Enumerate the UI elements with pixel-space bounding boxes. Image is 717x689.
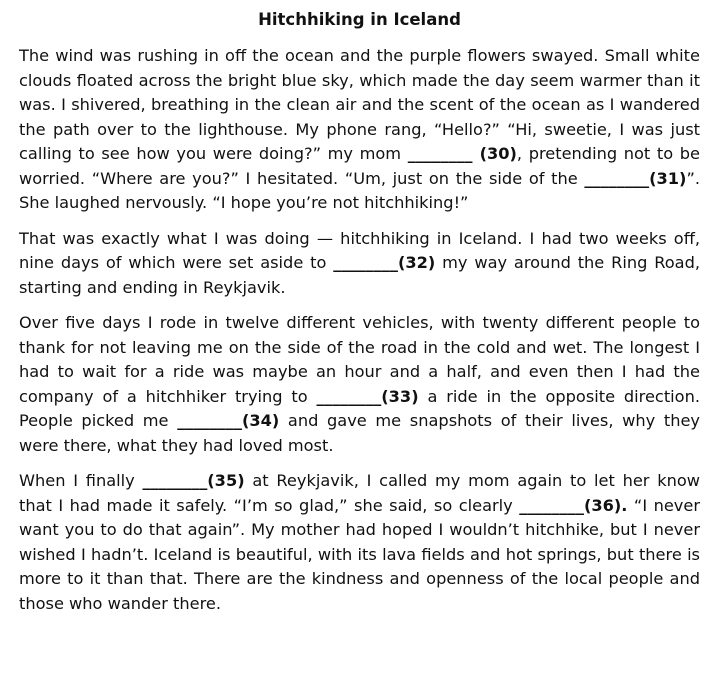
answer-blank: ________: [584, 168, 650, 188]
paragraph-text: at Reykjavik, I called my mom again to let her know that I had made it safely. “I’m so glad,” she said, so clearly: [19, 471, 700, 515]
paragraph-text: When I finally: [19, 471, 143, 490]
question-number: (35): [207, 471, 245, 490]
paragraph: [19, 311, 700, 458]
paragraph-text: my way around the Ring Road, starting and ending in Reykjavik.: [19, 253, 700, 297]
question-number: (31): [649, 168, 687, 188]
answer-blank: ________: [333, 253, 398, 272]
document-body: [19, 44, 700, 616]
paragraph-text: , pretending not to be worried. “Where are you?” I hesitated. “Um, just on the side of the: [19, 144, 700, 188]
question-number: (36).: [583, 495, 628, 515]
paragraph-text: and gave me snapshots of their lives, why they were there, what they had loved most.: [19, 411, 700, 455]
question-number: (33): [381, 386, 419, 406]
document-title: Hitchhiking in Iceland: [258, 10, 461, 29]
question-number: (34): [241, 411, 280, 430]
answer-blank: ________: [519, 495, 584, 515]
paragraph-text: Over five days I rode in twelve different vehicles, with twenty different people to thank for not leaving me on the side of the road in the cold and wet. The longest I had to wait for a ride was maybe an hour and a half, and even then I had the company of a hitchhiker trying to: [19, 313, 700, 406]
question-number: (30): [472, 144, 517, 163]
paragraph: [19, 469, 700, 616]
answer-blank: ________: [177, 411, 242, 430]
question-number: (32): [397, 253, 436, 272]
answer-blank: ________: [316, 386, 382, 406]
paragraph-text: “I never want you to do that again”. My mother had hoped I wouldn’t hitchhike, but I never wished I hadn’t. Iceland is beautiful, with its lava fields and hot springs, but there is more to it than that. There are the kindness and openness of the local people and those who wander there.: [19, 495, 700, 613]
answer-blank: ________: [142, 471, 208, 490]
paragraph: [19, 227, 700, 301]
answer-blank: ________: [407, 144, 473, 163]
paragraph-text: The wind was rushing in off the ocean and the purple flowers swayed. Small white clouds floated across the bright blue sky, which made the day seem warmer than it was. I shivered, breathing in the clean air and the scent of the ocean as I wandered the path over to the lighthouse. My phone rang, “Hello?” “Hi, sweetie, I was just calling to see how you were doing?” my mom: [19, 46, 700, 163]
paragraph-text: a ride in the opposite direction. People picked me: [19, 386, 700, 430]
paragraph-text: That was exactly what I was doing — hitchhiking in Iceland. I had two weeks off, nine days of which were set aside to: [19, 228, 700, 272]
paragraph-text: ”. She laughed nervously. “I hope you’re not hitchhiking!”: [19, 168, 700, 212]
paragraph: [19, 44, 700, 216]
